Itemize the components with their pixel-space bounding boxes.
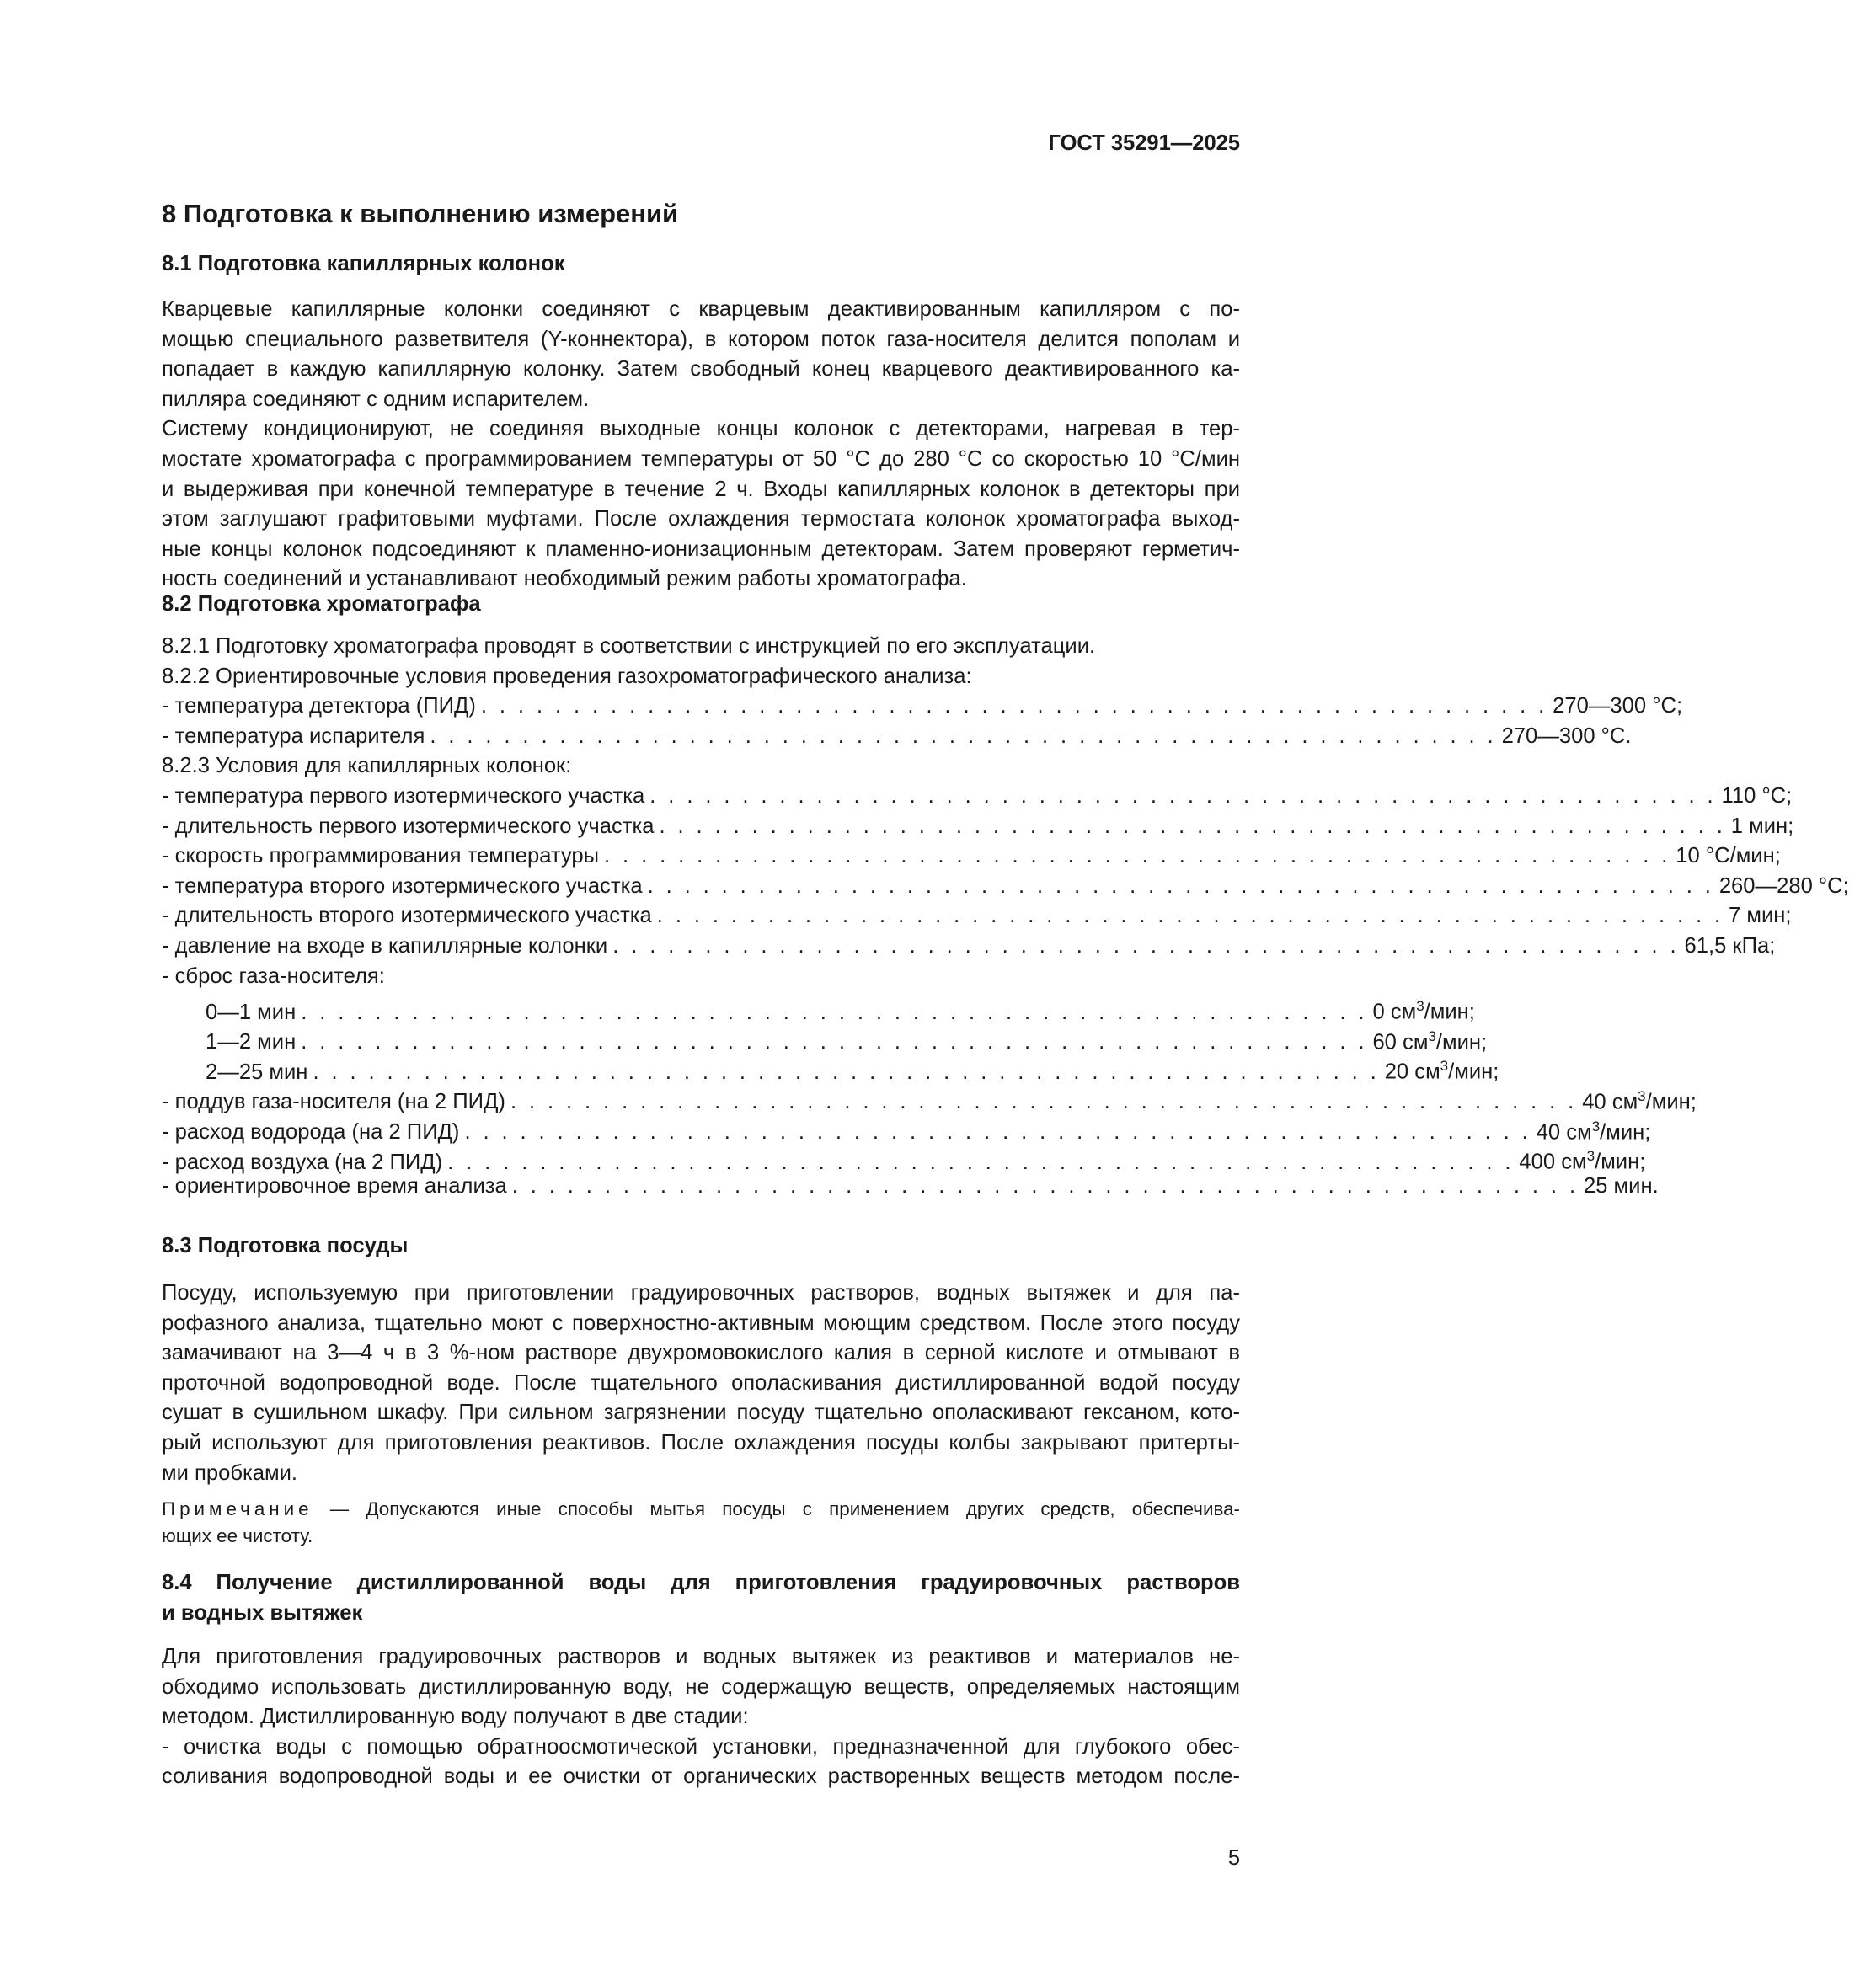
text-line: - очистка воды с помощью обратноосмотической установки, предназначенной для глубокого обес- [162, 1734, 1240, 1759]
text-line: ность соединений и устанавливают необходимый режим работы хроматографа. [162, 567, 967, 591]
note-block [162, 1496, 1240, 1550]
condition-row: - температура второго изотермического участка . . . . . . . . . . . . . . . . . . . . . . . . . . . . . . . . . . . . . . . . . . . . . . . . . . . . . . . . . . 260—280 °С; [162, 873, 1849, 898]
clause-8-2-2: 8.2.2 Ориентировочные условия проведения газохроматографического анализа: [162, 664, 972, 688]
purge-row: 0—1 мин . . . . . . . . . . . . . . . . . . . . . . . . . . . . . . . . . . . . . . . . . . . . . . . . . . . . . . . . . . 0 $см^3$/мин; [206, 998, 1475, 1024]
subsection-8-2 [162, 590, 1240, 620]
text-line: методом. Дистиллированную воду получают в две стадии: [162, 1705, 749, 1729]
subsection-title-cont: и водных вытяжек [162, 1600, 363, 1625]
flow-row: - расход воздуха (на 2 ПИД) . . . . . . . . . . . . . . . . . . . . . . . . . . . . . . . . . . . . . . . . . . . . . . . . . . . . . . . . . . 400 $см^3$/мин; [162, 1148, 1646, 1174]
text-line: соливания водопроводной воды и ее очистки от органических растворенных веществ методом после- [162, 1764, 1240, 1789]
flow-row: - расход водорода (на 2 ПИД) . . . . . . . . . . . . . . . . . . . . . . . . . . . . . . . . . . . . . . . . . . . . . . . . . . . . . . . . . . 40 $см^3$/мин; [162, 1118, 1651, 1145]
clause-8-2-3: 8.2.3 Условия для капиллярных колонок: [162, 754, 572, 778]
note-line: Примечание — Допускаются иные способы мытья посуды с применением других средств, обеспечива- [162, 1498, 1240, 1519]
text-line: проточной водопроводной воде. После тщательного ополаскивания дистиллированной водой посуду [162, 1370, 1240, 1395]
text-line: рый используют для приготовления реактивов. После охлаждения посуды колбы закрывают притерты- [162, 1430, 1240, 1455]
text-line: сушат в сушильном шкафу. При сильном загрязнении посуду тщательно ополаскивают гексаном, кото- [162, 1401, 1240, 1425]
note-label: Примечание [162, 1498, 313, 1519]
subsection-title: 8.3 Подготовка посуды [162, 1234, 409, 1257]
text-line: Систему кондиционируют, не соединяя выходные концы колонок с детекторами, нагревая в тер- [162, 417, 1240, 441]
chromatograph-conditions [162, 632, 1849, 1201]
condition-row: - температура детектора (ПИД) . . . . . . . . . . . . . . . . . . . . . . . . . . . . . . . . . . . . . . . . . . . . . . . . . . . . . . . . . . 270—300 °С; [162, 694, 1683, 718]
condition-row: - температура испарителя . . . . . . . . . . . . . . . . . . . . . . . . . . . . . . . . . . . . . . . . . . . . . . . . . . . . . . . . . . 270—300 °С. [162, 723, 1632, 748]
condition-row: - длительность второго изотермического участка . . . . . . . . . . . . . . . . . . . . . . . . . . . . . . . . . . . . . . . . . . . . . . . . . . . . . . . . . . 7 мин; [162, 904, 1792, 928]
text-line: рофазного анализа, тщательно моют с поверхностно-активным моющим средством. После этого посуду [162, 1311, 1240, 1335]
text-line: ми пробками. [162, 1460, 297, 1485]
condition-row: - давление на входе в капиллярные колонки . . . . . . . . . . . . . . . . . . . . . . . . . . . . . . . . . . . . . . . . . . . . . . . . . . . . . . . . . . 61,5 кПа; [162, 933, 1776, 958]
text-line: попадает в каждую капиллярную колонку. Затем свободный конец кварцевого деактивированного ка- [162, 357, 1240, 382]
condition-row: - длительность первого изотермического участка . . . . . . . . . . . . . . . . . . . . . . . . . . . . . . . . . . . . . . . . . . . . . . . . . . . . . . . . . . 1 мин; [162, 814, 1794, 838]
purge-row: 2—25 мин . . . . . . . . . . . . . . . . . . . . . . . . . . . . . . . . . . . . . . . . . . . . . . . . . . . . . . . . . . 20 $см^3$/мин; [206, 1058, 1499, 1084]
subsection-title: 8.2 Подготовка хроматографа [162, 592, 481, 616]
condition-row: - ориентировочное время анализа . . . . . . . . . . . . . . . . . . . . . . . . . . . . . . . . . . . . . . . . . . . . . . . . . . . . . . . . . . 25 мин. [162, 1173, 1659, 1198]
text-line: и выдерживая при конечной температуре в течение 2 ч. Входы капиллярных колонок в детекторы при [162, 477, 1240, 501]
text-line: Для приготовления градуировочных растворов и водных вытяжек из реактивов и материалов не- [162, 1645, 1240, 1668]
note-line: ющих ее чистоту. [162, 1525, 313, 1546]
condition-row: - скорость программирования температуры . . . . . . . . . . . . . . . . . . . . . . . . . . . . . . . . . . . . . . . . . . . . . . . . . . . . . . . . . . 10 °С/мин; [162, 844, 1781, 868]
page-number: 5 [1227, 1846, 1240, 1870]
text-line: Кварцевые капиллярные колонки соединяют с кварцевым деактивированным капилляром с по- [162, 297, 1240, 321]
standard-code-header: ГОСТ 35291—2025 [1048, 131, 1240, 155]
text-line: Посуду, используемую при приготовлении градуировочных растворов, водных вытяжек и для па- [162, 1281, 1240, 1305]
text-line: мощью специального разветвителя (Y-коннектора), в котором поток газа-носителя делится пополам и [162, 327, 1240, 351]
text-line: ные концы колонок подсоединяют к пламенно-ионизационным детекторам. Затем проверяют герметич- [162, 537, 1240, 561]
purge-row: 1—2 мин . . . . . . . . . . . . . . . . . . . . . . . . . . . . . . . . . . . . . . . . . . . . . . . . . . . . . . . . . . 60 $см^3$/мин; [206, 1028, 1488, 1054]
subsection-8-3 [162, 1231, 1240, 1262]
text-line: замачивают на 3—4 ч в 3 %-ном растворе двухромовокислого калия в серной кислоте и отмывают в [162, 1341, 1240, 1365]
paragraph-8-1 [162, 295, 1240, 595]
paragraph-8-3 [162, 1279, 1240, 1488]
section-title: 8 Подготовка к выполнению измерений [162, 199, 679, 228]
text-line: этом заглушают графитовыми муфтами. После охлаждения термостата колонок хроматографа выход- [162, 507, 1240, 531]
clause-8-2-1: 8.2.1 Подготовку хроматографа проводят в соответствии с инструкцией по его эксплуатации. [162, 634, 1096, 658]
condition-row: - температура первого изотермического участка . . . . . . . . . . . . . . . . . . . . . . . . . . . . . . . . . . . . . . . . . . . . . . . . . . . . . . . . . . 110 °С; [162, 783, 1793, 808]
text-line: обходимо использовать дистиллированную воду, не содержащую веществ, определяемых настоящим [162, 1674, 1240, 1699]
subsection-title: 8.1 Подготовка капиллярных колонок [162, 252, 565, 275]
text-line: мостате хроматографа с программированием температуры от 50 °С до 280 °С со скоростью 10 °С/мин [162, 446, 1240, 471]
subsection-title: 8.4 Получение дистиллированной воды для приготовления градуировочных растворов [162, 1571, 1240, 1594]
flow-row: - поддув газа-носителя (на 2 ПИД) . . . . . . . . . . . . . . . . . . . . . . . . . . . . . . . . . . . . . . . . . . . . . . . . . . . . . . . . . . 40 $см^3$/мин; [162, 1087, 1697, 1114]
text-line: пилляра соединяют с одним испарителем. [162, 387, 590, 411]
subsection-8-4 [162, 1568, 1240, 1628]
purge-label: - сброс газа-носителя: [162, 964, 385, 988]
paragraph-8-4 [162, 1642, 1240, 1792]
subsection-8-1 [162, 249, 1240, 280]
